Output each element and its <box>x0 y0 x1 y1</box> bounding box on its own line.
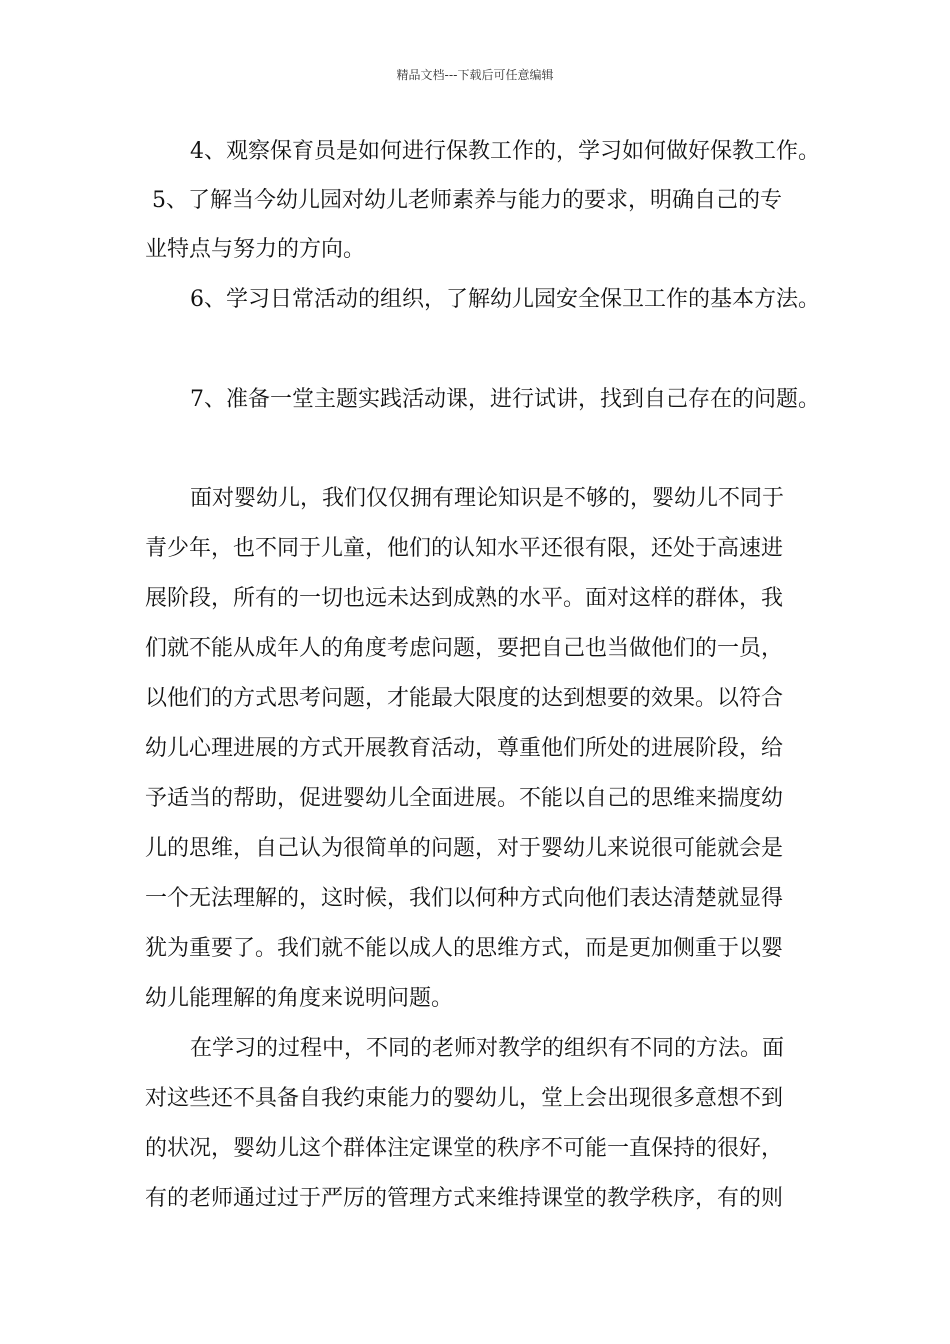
paragraph-1-line: 青少年，也不同于儿童，他们的认知水平还很有限，还处于高速进 <box>145 536 784 561</box>
list-item-5-line-2: 业特点与努力的方向。 <box>145 237 366 262</box>
paragraph-1-line: 一个无法理解的，这时候，我们以何种方式向他们表达清楚就显得 <box>145 886 784 911</box>
paragraph-2-line: 在学习的过程中，不同的老师对教学的组织有不同的方法。面 <box>190 1036 785 1061</box>
list-item-5-line-1: 5、了解当今幼儿园对幼儿老师素养与能力的要求，明确自己的专 <box>152 188 782 213</box>
paragraph-2-line: 对这些还不具备自我约束能力的婴幼儿，堂上会出现很多意想不到 <box>145 1086 784 1111</box>
paragraph-1-line: 们就不能从成年人的角度考虑问题，要把自己也当做他们的一员， <box>145 636 784 661</box>
paragraph-2-line: 的状况，婴幼儿这个群体注定课堂的秩序不可能一直保持的很好， <box>145 1136 784 1161</box>
list-item-7: 7、准备一堂主题实践活动课，进行试讲，找到自己存在的问题。 <box>190 387 820 412</box>
page-header: 精品文档---下载后可任意编辑 <box>396 68 554 82</box>
list-item-4: 4、观察保育员是如何进行保教工作的，学习如何做好保教工作。 <box>190 139 820 164</box>
paragraph-1-line: 幼儿心理进展的方式开展教育活动，尊重他们所处的进展阶段，给 <box>145 736 784 761</box>
paragraph-1-line: 面对婴幼儿，我们仅仅拥有理论知识是不够的，婴幼儿不同于 <box>190 486 785 511</box>
paragraph-1-line: 儿的思维，自己认为很简单的问题，对于婴幼儿来说很可能就会是 <box>145 836 784 861</box>
paragraph-2-line: 有的老师通过过于严厉的管理方式来维持课堂的教学秩序，有的则 <box>145 1186 784 1211</box>
paragraph-1-line: 犹为重要了。我们就不能以成人的思维方式，而是更加侧重于以婴 <box>145 936 784 961</box>
paragraph-1-line: 展阶段，所有的一切也远未达到成熟的水平。面对这样的群体，我 <box>145 586 784 611</box>
paragraph-1-line: 幼儿能理解的角度来说明问题。 <box>145 986 454 1011</box>
list-item-6: 6、学习日常活动的组织，了解幼儿园安全保卫工作的基本方法。 <box>190 287 820 312</box>
paragraph-1-line: 予适当的帮助，促进婴幼儿全面进展。不能以自己的思维来揣度幼 <box>145 786 784 811</box>
paragraph-1-line: 以他们的方式思考问题，才能最大限度的达到想要的效果。以符合 <box>145 686 784 711</box>
